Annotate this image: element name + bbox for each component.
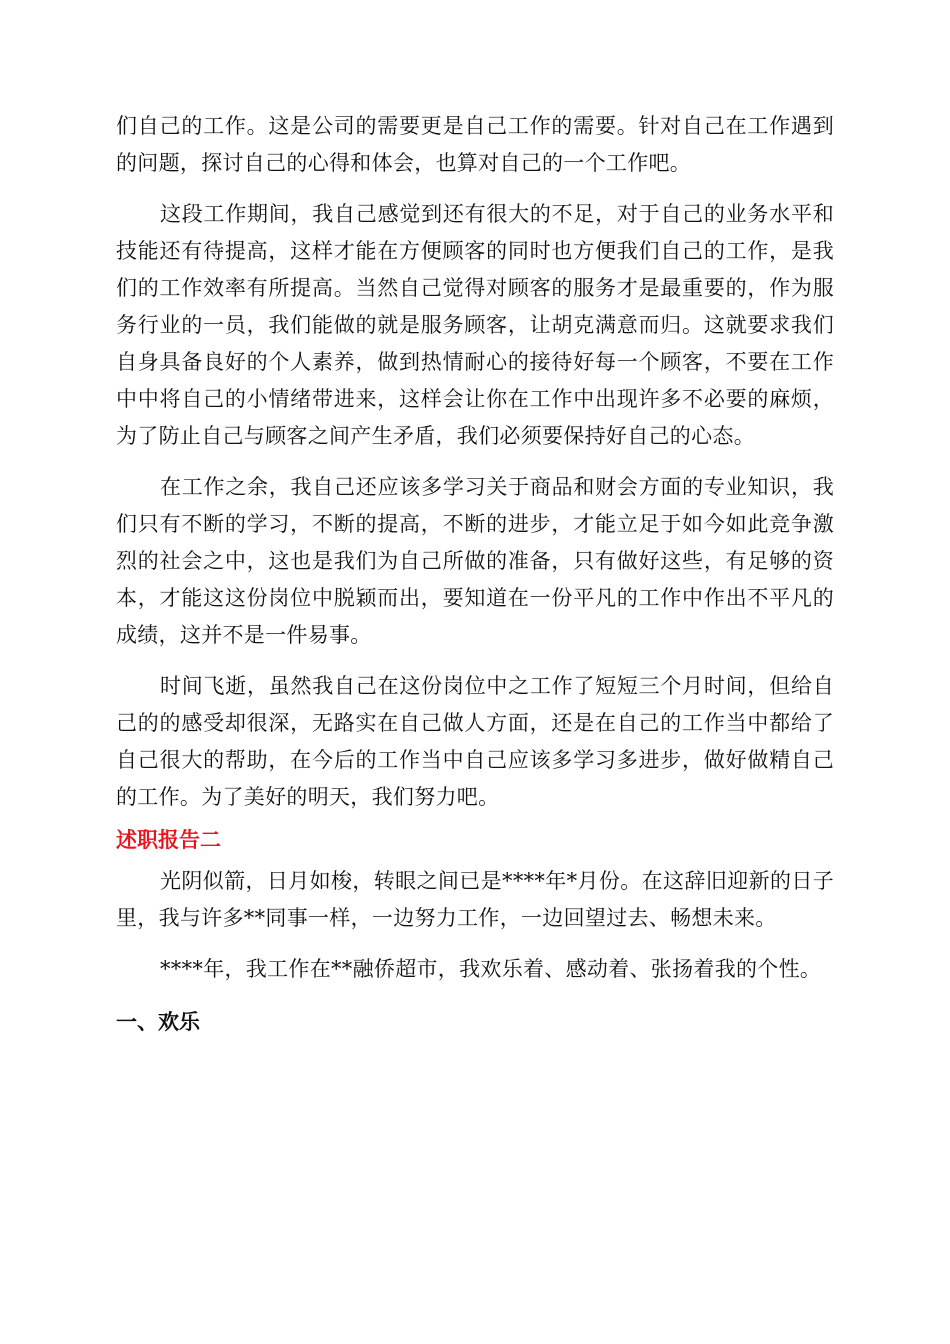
paragraph-continuation: 们自己的工作。这是公司的需要更是自己工作的需要。针对自己在工作遇到的问题，探讨自己的心得和体会，也算对自己的一个工作吧。: [116, 114, 834, 175]
paragraph-work-period: 这段工作期间，我自己感觉到还有很大的不足，对于自己的业务水平和技能还有待提高，这样才能在方便顾客的同时也方便我们自己的工作，是我们的工作效率有所提高。当然自己觉得对顾客的服务才是最重要的，作为服务行业的一员，我们能做的就是服务顾客，让胡克满意而归。这就要求我们自身具备良好的个人素养，做到热情耐心的接待好每一个顾客，不要在工作中中将自己的小情绪带进来，这样会让你在工作中出现许多不必要的麻烦，为了防止自己与顾客之间产生矛盾，我们必须要保持好自己的心态。: [116, 202, 834, 448]
section-title: 述职报告二: [116, 828, 221, 852]
document-page: [116, 108, 834, 1041]
paragraph-intro: 光阴似箭，日月如梭，转眼之间已是****年*月份。在这辞旧迎新的日子里，我与许多**同事一样，一边努力工作，一边回望过去、畅想未来。: [116, 869, 834, 930]
paragraph-study: 在工作之余，我自己还应该多学习关于商品和财会方面的专业知识，我们只有不断的学习，不断的提高，不断的进步，才能立足于如今如此竞争激烈的社会之中，这也是我们为自己所做的准备，只有做好这些，有足够的资本，才能这这份岗位中脱颖而出，要知道在一份平凡的工作中作出不平凡的成绩，这并不是一件易事。: [116, 475, 834, 647]
paragraph-workplace: ****年，我工作在**融侨超市，我欢乐着、感动着、张扬着我的个性。: [160, 957, 822, 981]
paragraph-time-flies: 时间飞逝，虽然我自己在这份岗位中之工作了短短三个月时间，但给自己的的感受却很深，无路实在自己做人方面，还是在自己的工作当中都给了自己很大的帮助，在今后的工作当中自己应该多学习多进步，做好做精自己的工作。为了美好的明天，我们努力吧。: [116, 674, 834, 809]
subsection-title: 一、欢乐: [116, 1010, 200, 1034]
